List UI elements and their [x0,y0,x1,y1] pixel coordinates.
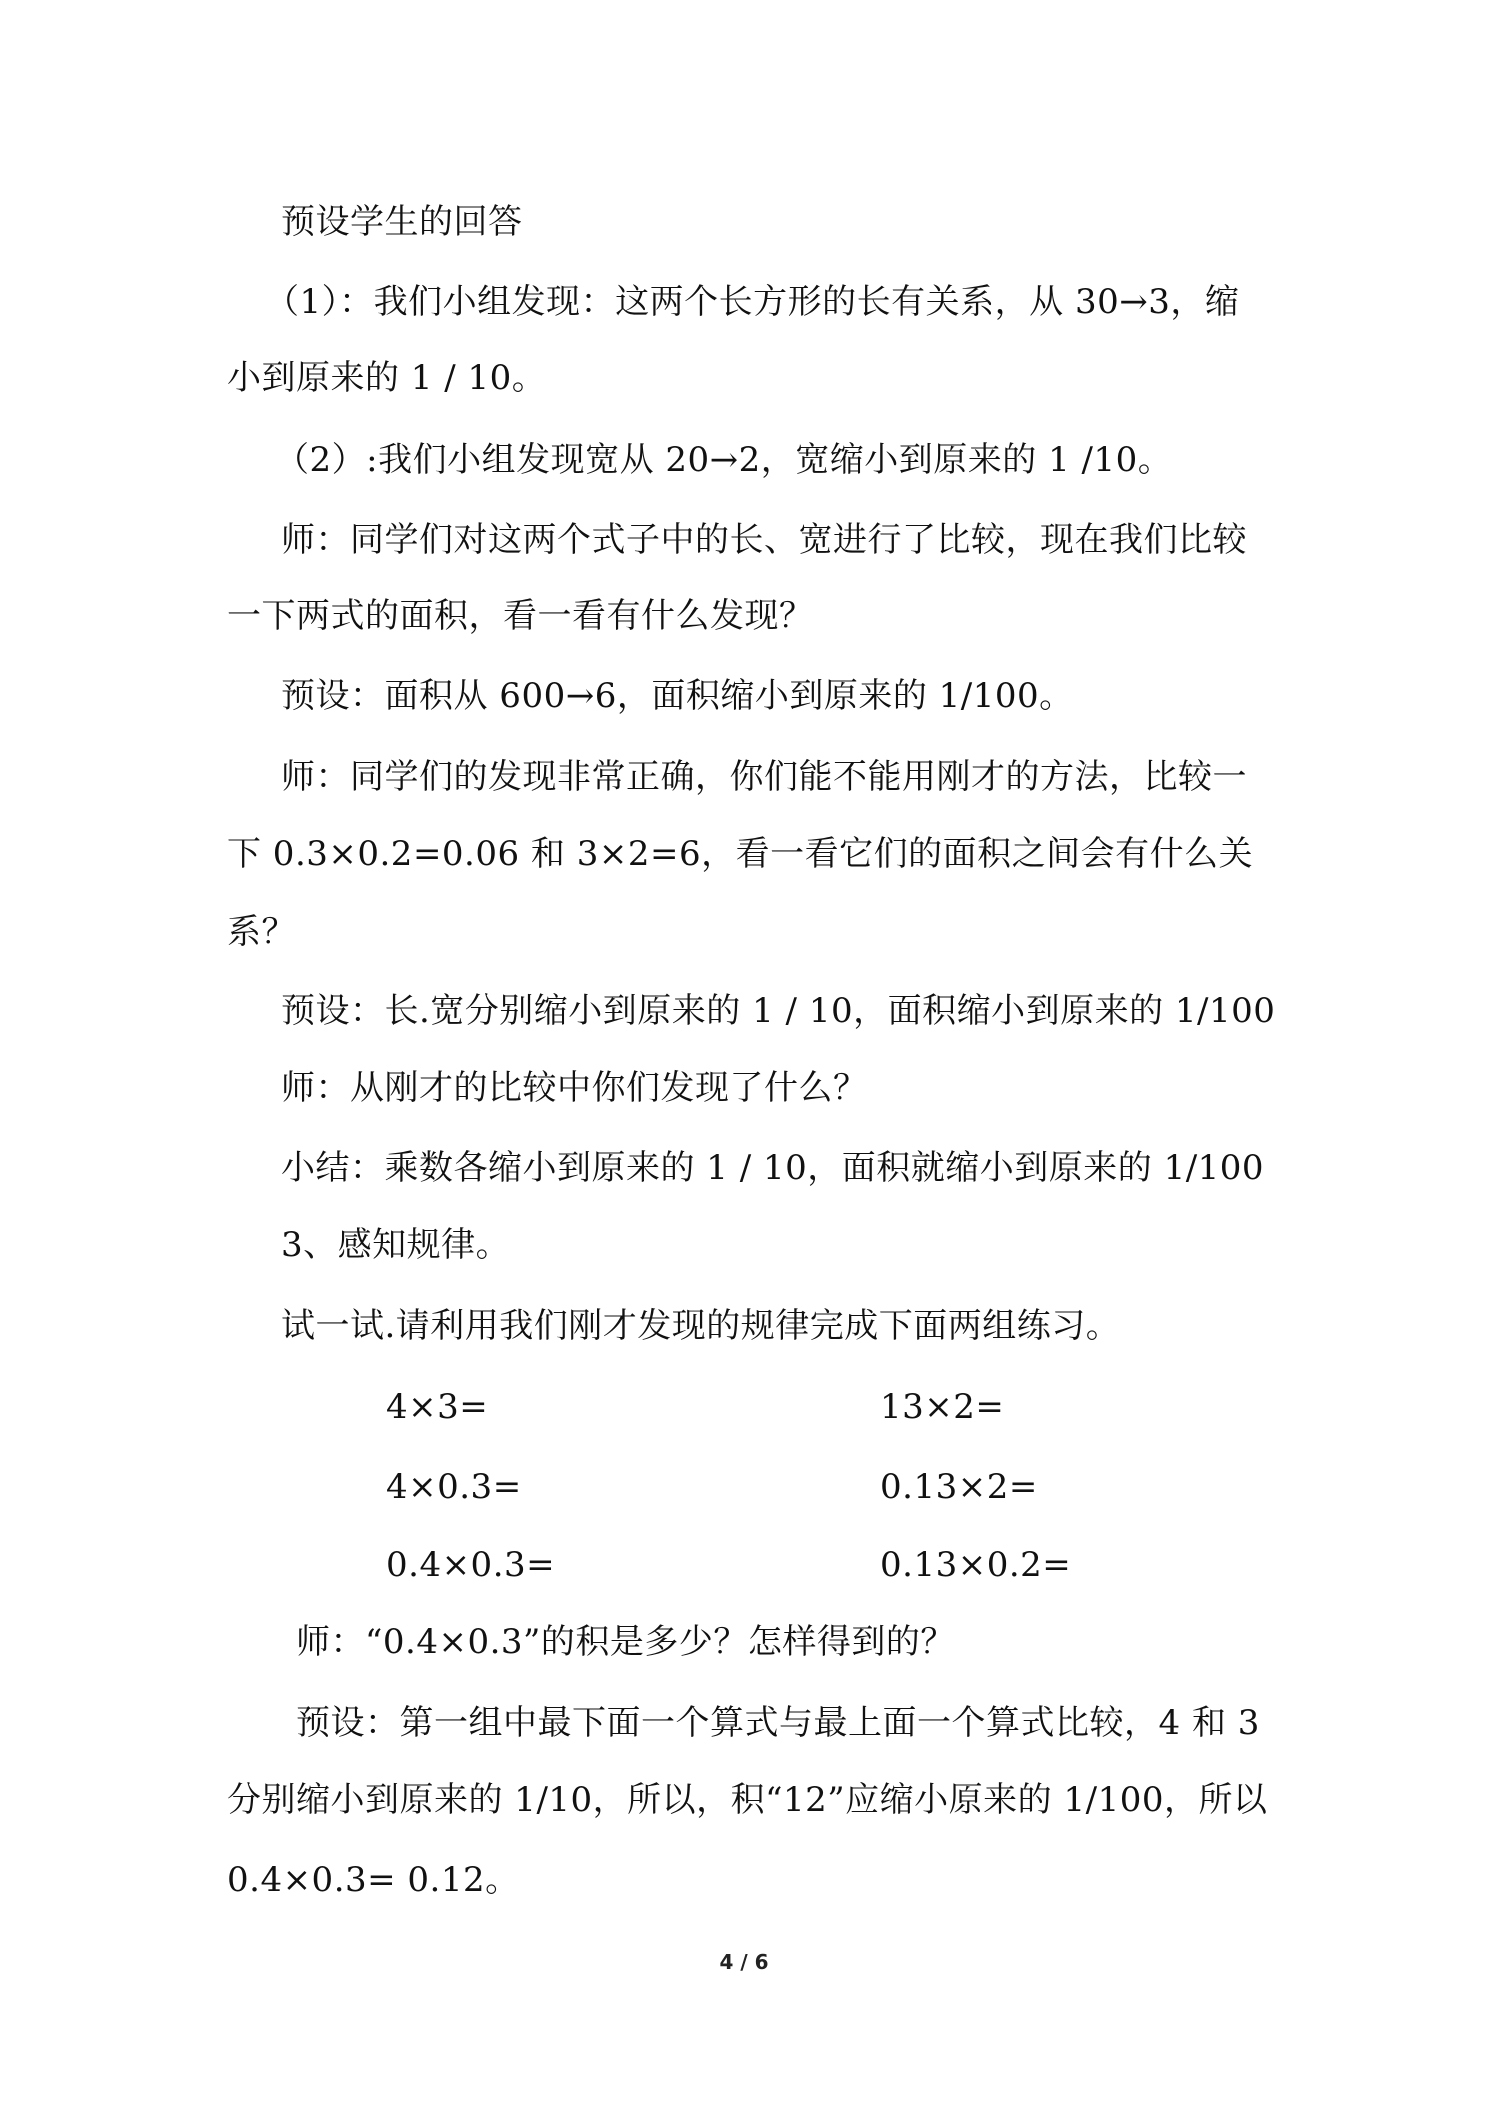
text-line: 预设：第一组中最下面一个算式与最上面一个算式比较，4 和 3 [296,1703,1260,1743]
text-line: 师：同学们的发现非常正确，你们能不能用刚才的方法，比较一 [281,757,1247,797]
text-line: 师：同学们对这两个式子中的长、宽进行了比较，现在我们比较 [281,520,1247,560]
text-line: 预设：长.宽分别缩小到原来的 1 / 10，面积缩小到原来的 1/100 [281,991,1276,1031]
text-line: 下 0.3×0.2=0.06 和 3×2=6，看一看它们的面积之间会有什么关 [227,834,1254,874]
text-line: 系？ [227,912,296,952]
exercise-item: 0.4×0.3= [386,1545,556,1585]
section-heading: 3、感知规律。 [281,1225,511,1265]
text-line: 小结：乘数各缩小到原来的 1 / 10，面积就缩小到原来的 1/100 [281,1148,1265,1188]
text-line: 预设学生的回答 [281,202,523,242]
text-line: （1）：我们小组发现：这两个长方形的长有关系，从 30→3，缩 [265,282,1240,322]
text-line: （2）:我们小组发现宽从 20→2，宽缩小到原来的 1 /10。 [275,440,1173,480]
exercise-item: 0.13×2= [880,1467,1038,1507]
exercise-item: 0.13×0.2= [880,1545,1072,1585]
text-line: 一下两式的面积，看一看有什么发现？ [227,596,814,636]
text-line: 试一试.请利用我们刚才发现的规律完成下面两组练习。 [281,1306,1121,1346]
exercise-item: 13×2= [880,1387,1005,1427]
text-line: 预设：面积从 600→6，面积缩小到原来的 1/100。 [281,676,1074,716]
text-line: 分别缩小到原来的 1/10，所以，积“12”应缩小原来的 1/100，所以 [227,1780,1268,1820]
text-line: 师：“0.4×0.3”的积是多少？怎样得到的？ [296,1622,955,1662]
text-line: 0.4×0.3= 0.12。 [227,1860,520,1900]
text-line: 小到原来的 1 / 10。 [227,358,547,398]
exercise-item: 4×0.3= [386,1467,522,1507]
exercise-item: 4×3= [386,1387,489,1427]
text-line: 师：从刚才的比较中你们发现了什么？ [281,1068,868,1108]
page-number: 4 / 6 [719,1950,769,1974]
